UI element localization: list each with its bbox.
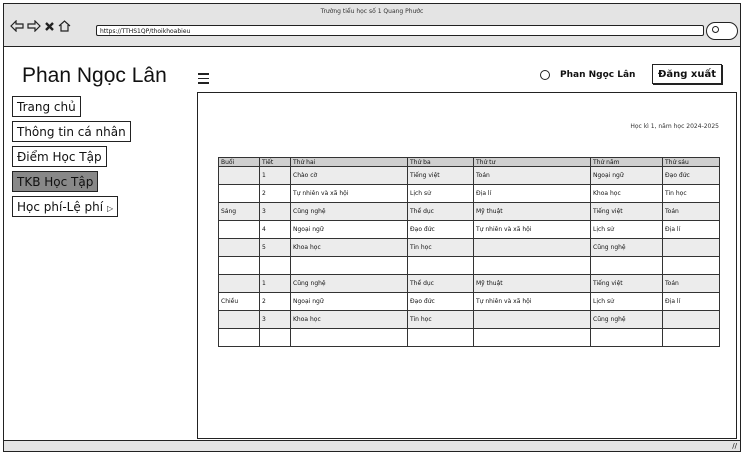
sidebar-item-timetable[interactable] <box>12 171 98 192</box>
table-cell: Cũng nghệ <box>591 239 663 257</box>
table-row <box>219 221 720 239</box>
table-cell <box>591 329 663 347</box>
user-name: Phan Ngọc Lân <box>560 70 636 80</box>
user-info <box>540 70 635 80</box>
table-row <box>219 185 720 203</box>
status-bar <box>4 440 740 451</box>
forward-arrow-icon[interactable] <box>27 20 41 32</box>
page-header <box>4 46 740 94</box>
table-cell: Địa lí <box>663 293 720 311</box>
table-cell: Mỹ thuật <box>474 203 591 221</box>
table-cell <box>291 329 408 347</box>
table-cell: Tiếng việt <box>408 167 474 185</box>
table-cell: 3 <box>260 311 291 329</box>
table-cell <box>663 239 720 257</box>
table-cell: 2 <box>260 185 291 203</box>
table-cell: 4 <box>260 221 291 239</box>
logout-button[interactable]: Đăng xuất <box>652 64 722 84</box>
table-row <box>219 257 720 275</box>
table-cell: Ngoại ngữ <box>291 221 408 239</box>
table-cell <box>591 257 663 275</box>
table-row <box>219 167 720 185</box>
table-cell: Toán <box>474 167 591 185</box>
url-bar[interactable]: https://TTHS1QP/thoikhoabieu <box>96 25 704 36</box>
table-cell: Lịch sử <box>408 185 474 203</box>
table-row <box>219 203 720 221</box>
table-cell: Chào cờ <box>291 167 408 185</box>
table-cell: Ngoại ngữ <box>291 293 408 311</box>
table-cell: Lịch sử <box>591 293 663 311</box>
table-cell: Lịch sử <box>591 221 663 239</box>
table-row <box>219 311 720 329</box>
sidebar-item-profile[interactable] <box>12 121 131 142</box>
table-cell: Đạo đức <box>408 293 474 311</box>
table-cell <box>663 257 720 275</box>
table-cell: Cũng nghệ <box>591 311 663 329</box>
table-cell: Tin học <box>663 185 720 203</box>
table-cell: Địa lí <box>663 221 720 239</box>
table-cell: Chiều <box>219 293 260 311</box>
table-cell <box>663 311 720 329</box>
sidebar-item-label: Điểm Học Tập <box>17 150 102 164</box>
table-cell <box>474 239 591 257</box>
table-cell: Khoa học <box>591 185 663 203</box>
table-cell: Sáng <box>219 203 260 221</box>
column-header: Buổi <box>219 158 260 167</box>
column-header: Thứ ba <box>408 158 474 167</box>
table-cell <box>219 239 260 257</box>
search-icon <box>712 26 719 33</box>
table-cell: Khoa học <box>291 311 408 329</box>
timetable-panel <box>197 92 737 439</box>
semester-label: Học kì 1, năm học 2024-2025 <box>630 123 719 130</box>
sidebar-item-label: Trang chủ <box>17 100 76 114</box>
sidebar-item-home[interactable] <box>12 96 81 117</box>
table-cell <box>291 257 408 275</box>
table-cell: Ngoại ngữ <box>591 167 663 185</box>
table-row <box>219 275 720 293</box>
table-cell: Tự nhiên và xã hội <box>474 293 591 311</box>
table-cell <box>219 167 260 185</box>
table-cell <box>474 311 591 329</box>
back-arrow-icon[interactable] <box>10 20 24 32</box>
table-cell: 2 <box>260 293 291 311</box>
table-cell <box>663 329 720 347</box>
table-header-row <box>219 158 720 167</box>
table-cell: 5 <box>260 239 291 257</box>
table-cell: Toán <box>663 203 720 221</box>
column-header: Thứ năm <box>591 158 663 167</box>
browser-search-button[interactable] <box>706 22 738 40</box>
close-x-icon[interactable] <box>44 21 55 32</box>
table-cell <box>260 329 291 347</box>
table-cell <box>219 257 260 275</box>
table-cell <box>219 329 260 347</box>
table-cell: Cũng nghệ <box>291 203 408 221</box>
table-cell <box>474 257 591 275</box>
table-cell <box>474 329 591 347</box>
column-header: Thứ sáu <box>663 158 720 167</box>
table-cell: Tự nhiên và xã hội <box>291 185 408 203</box>
sidebar-item-fees[interactable] <box>12 196 118 217</box>
table-cell: Địa lí <box>474 185 591 203</box>
table-cell: Tiếng việt <box>591 203 663 221</box>
table-cell <box>219 311 260 329</box>
sidebar-item-label: TKB Học Tập <box>17 175 94 189</box>
table-body <box>219 167 720 347</box>
sidebar-item-grades[interactable] <box>12 146 107 167</box>
table-cell <box>219 275 260 293</box>
sidebar-item-label: Học phí-Lệ phí <box>17 200 104 214</box>
browser-window <box>3 3 741 452</box>
table-cell: Toán <box>663 275 720 293</box>
window-title: Trường tiểu học số 1 Quang Phước <box>320 8 424 15</box>
table-cell: Tự nhiên và xã hội <box>474 221 591 239</box>
hamburger-menu-icon[interactable] <box>198 73 209 87</box>
table-cell: Đạo đức <box>408 221 474 239</box>
home-icon[interactable] <box>58 20 71 32</box>
table-cell: Khoa học <box>291 239 408 257</box>
timetable <box>218 157 720 347</box>
sidebar-item-label: Thông tin cá nhân <box>17 125 126 139</box>
caret-right-icon: ▷ <box>106 204 114 213</box>
table-cell: Thể dục <box>408 275 474 293</box>
table-cell: Đạo đức <box>663 167 720 185</box>
table-cell <box>260 257 291 275</box>
table-cell: Mỹ thuật <box>474 275 591 293</box>
table-cell: Tin học <box>408 311 474 329</box>
table-row <box>219 239 720 257</box>
table-cell <box>408 257 474 275</box>
column-header: Thứ tư <box>474 158 591 167</box>
table-row <box>219 329 720 347</box>
table-cell: Cũng nghệ <box>291 275 408 293</box>
table-cell: 3 <box>260 203 291 221</box>
column-header: Tiết <box>260 158 291 167</box>
table-cell <box>219 221 260 239</box>
table-cell: 1 <box>260 167 291 185</box>
browser-titlebar <box>4 4 740 47</box>
table-cell: Tiếng việt <box>591 275 663 293</box>
table-cell: Thể dục <box>408 203 474 221</box>
column-header: Thứ hai <box>291 158 408 167</box>
table-cell: 1 <box>260 275 291 293</box>
table-row <box>219 293 720 311</box>
resize-grip-icon[interactable]: // <box>732 442 737 450</box>
browser-nav-icons <box>10 20 71 32</box>
table-cell <box>219 185 260 203</box>
table-cell: Tin học <box>408 239 474 257</box>
table-cell <box>408 329 474 347</box>
user-avatar-icon <box>540 70 550 80</box>
brand-title: Phan Ngọc Lân <box>22 64 167 87</box>
